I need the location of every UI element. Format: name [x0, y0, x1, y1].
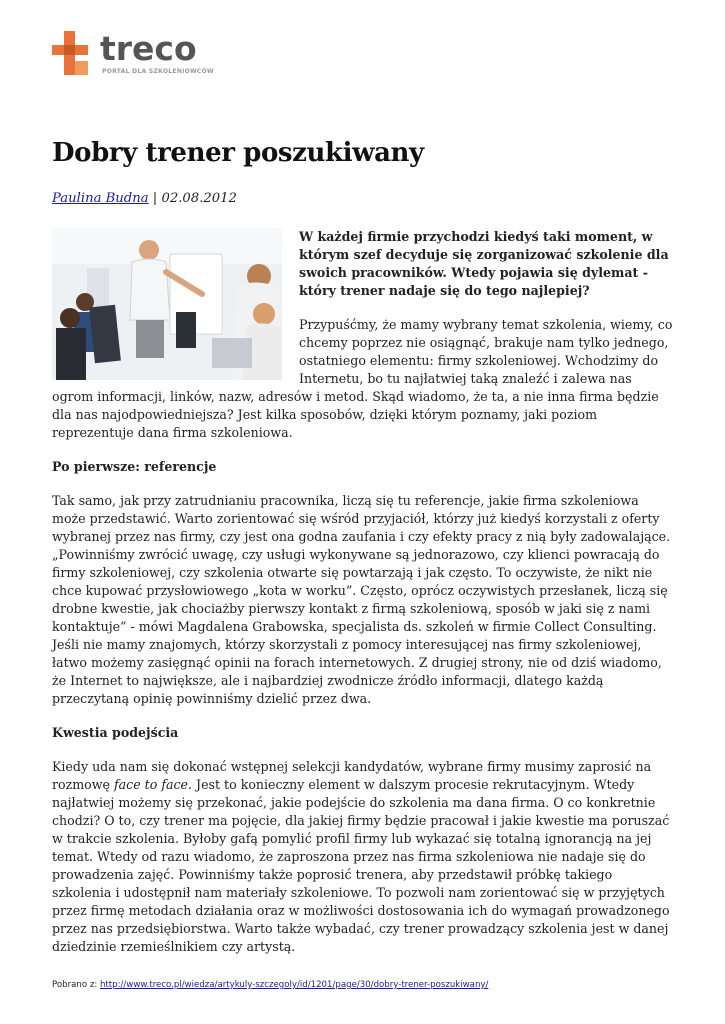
section-text-approach-italic: face to face.: [114, 777, 193, 792]
article-body: [52, 228, 674, 972]
section-heading-references: Po pierwsze: referencje: [52, 459, 217, 474]
training-photo-illustration: [52, 228, 282, 380]
source-label: Pobrano z:: [52, 980, 100, 990]
logo-tagline: PORTAL DLA SZKOLENIOWCÓW: [102, 68, 214, 75]
logo[interactable]: [52, 31, 212, 79]
source-url-link[interactable]: http://www.treco.pl/wiedza/artykuly-szczegoly/id/1201/page/30/dobry-trener-poszukiwany/: [99, 980, 489, 990]
article-photo: [52, 228, 282, 380]
article-intro: Przypuśćmy, że mamy wybrany temat szkolenia, wiemy, co chcemy poprzez nie osiągnąć, brakuje nam tylko jednego, ostatniego elementu: firmy szkoleniowej. Wchodzimy do Internetu, bo tu najłatwiej taką znaleźć i zalewa nas ogrom informacji, linków, nazw, adresów i metod. Skąd wiadomo, że ta, a nie inna firma będzie dla nas najodpowiedniejsza? Jest kilka sposobów, dzięki którym poznamy, jaki poziom reprezentuje dana firma szkoleniowa.: [52, 317, 673, 440]
article-title: Dobry trener poszukiwany: [52, 138, 424, 168]
author-link[interactable]: Paulina Budna: [52, 191, 149, 206]
section-heading-approach: Kwestia podejścia: [52, 725, 179, 740]
section-text-approach-part2: Jest to konieczny element w dalszym procesie rekrutacyjnym. Wtedy najłatwiej możemy się przekonać, jakie podejście do szkolenia ma dana firma. O co konkretnie chodzi? O to, czy trener ma pojęcie, dla jakiej firmy będzie pracował i jakie kwestie ma poruszać w trakcie szkolenia. Byłoby gafą pomylić profil firmy lub wykazać się totalną ignorancją na jej temat. Wtedy od razu wiadomo, że zaproszona przez nas firma szkoleniowa nie nadaje się do prowadzenia zajęć. Powinniśmy także poprosić trenera, aby przedstawił próbkę takiego szkolenia i udostępnił nam materiały szkoleniowe. To pozwoli nam zorientować się w przyjętych przez firmę metodach działania oraz w możliwości dostosowania ich do wymagań prowadzonego przez nas przedsiębiorstwa. Warto także wybadać, czy trener prowadzący szkolenia jest w danej dziedzinie rzemieślnikiem czy artystą.: [52, 777, 670, 954]
section-text-references: Tak samo, jak przy zatrudnianiu pracownika, liczą się tu referencje, jakie firma szkoleniowa może przedstawić. Warto zorientować się wśród przyjaciół, którzy już kiedyś korzystali z oferty wybranej przez nas firmy, czy jest ona godna zaufania i czy efekty pracy z nią były zadowalające. „Powinniśmy zwrócić uwagę, czy usługi wykonywane są jednorazowo, czy klienci powracają do firmy szkoleniowej, czy szkolenia otwarte się powtarzają i jak często. To oczywiste, że nikt nie chce kupować przysłowiowego „kota w worku”. Często, oprócz oczywistych przesłanek, liczą się drobne kwestie, jak chociażby pierwszy kontakt z firmą szkoleniową, sposób w jaki się z nami kontaktuje” - mówi Magdalena Grabowska, specjalista ds. szkoleń w firmie Collect Consulting. Jeśli nie mamy znajomych, którzy skorzystali z pomocy interesującej nas firmy szkoleniowej, łatwo możemy zasięgnąć opinii na forach internetowych. Z drugiej strony, nie od dziś wiadomo, że Internet to największe, ale i najbardziej zwodnicze źródło informacji, dlatego każdą przeczytaną opinię powinniśmy dzielić przez dwa.: [52, 493, 671, 706]
section-text-approach-part1: Kiedy uda nam się dokonać wstępnej selekcji kandydatów, wybrane firmy musimy zaprosić na rozmowę: [52, 759, 652, 792]
byline-separator: |: [148, 191, 162, 206]
article-date: 02.08.2012: [161, 191, 237, 206]
section-text-approach: [52, 758, 674, 956]
article-lead: W każdej firmie przychodzi kiedyś taki moment, w którym szef decyduje się zorganizować szkolenie dla swoich pracowników. Wtedy pojawia się dylemat - który trener nadaje się do tego najlepiej?: [299, 229, 669, 298]
byline: [52, 191, 237, 206]
source-footer: [52, 980, 488, 990]
treco-logo-icon: [52, 31, 88, 75]
logo-wordmark: treco: [100, 29, 197, 68]
